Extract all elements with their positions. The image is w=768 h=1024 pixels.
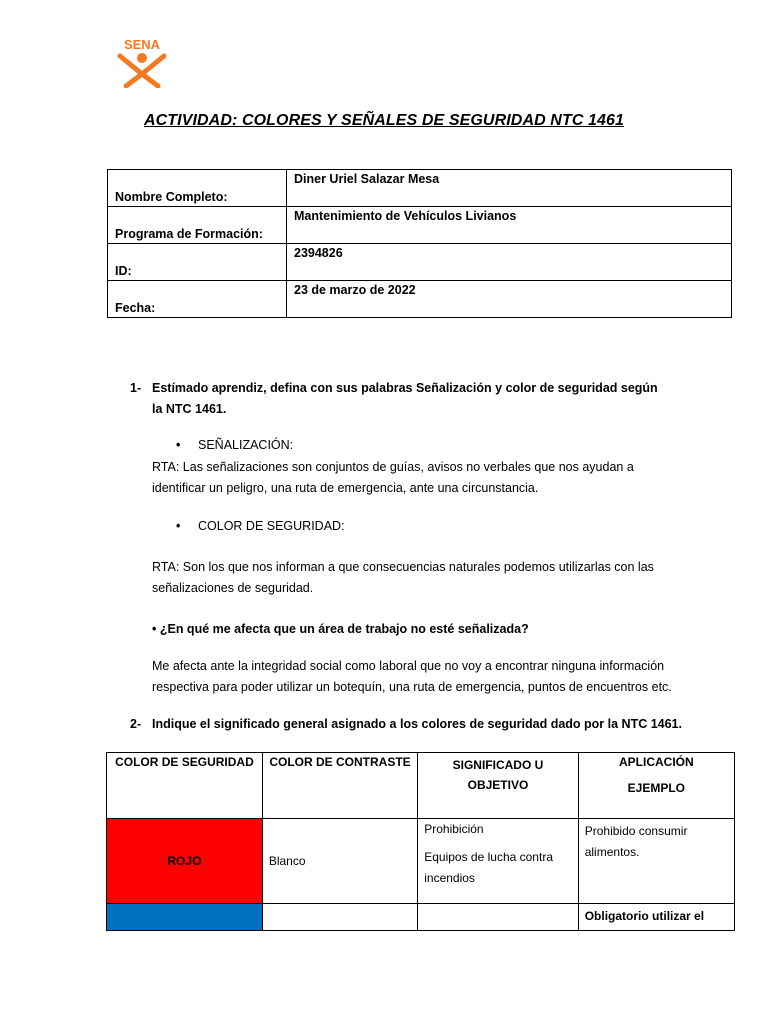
afecta-answer: Me afecta ante la integridad social como laboral que no voy a encontrar ninguna información respectiva para poder utilizar un botequín, una ruta de emergencia, puntos de encuentros etc. — [152, 659, 672, 694]
meaning-line: Equipos de lucha contra incendios — [424, 850, 553, 885]
question-1 — [130, 378, 670, 420]
table-row — [108, 207, 732, 244]
meaning-cell — [418, 819, 578, 904]
question-text: Indique el significado general asignado a los colores de seguridad dado por la NTC 1461. — [152, 717, 682, 731]
question-number: 2- — [130, 717, 142, 731]
table-row — [108, 244, 732, 281]
bullet-senalizacion — [176, 438, 293, 452]
meaning-cell — [418, 904, 578, 931]
bullet-label: SEÑALIZACIÓN: — [198, 438, 294, 452]
table-row — [107, 819, 735, 904]
senalizacion-answer: RTA: Las señalizaciones son conjuntos de guías, avisos no verbales que nos ayudan a identificar un peligro, una ruta de emergencia, ante una circunstancia. — [152, 460, 634, 495]
info-value: 23 de marzo de 2022 — [287, 281, 732, 318]
application-cell — [578, 904, 734, 931]
info-value: Diner Uriel Salazar Mesa — [287, 170, 732, 207]
table-header-row — [107, 753, 735, 819]
contrast-cell — [262, 904, 417, 931]
table-row — [107, 904, 735, 931]
header-meaning — [418, 753, 578, 819]
swatch-blue — [107, 904, 263, 931]
header-contrast: COLOR DE CONTRASTE — [262, 753, 417, 819]
student-info-table — [107, 169, 732, 318]
logo-text: SENA — [123, 37, 161, 52]
page-title: ACTIVIDAD: COLORES Y SEÑALES DE SEGURIDAD NTC 1461 — [143, 112, 625, 129]
info-value: 2394826 — [287, 244, 732, 281]
bullet-color — [176, 519, 345, 533]
header-application-text: APLICACIÓN — [619, 755, 694, 769]
application-text: Prohibido consumir alimentos. — [584, 824, 688, 859]
bullet-icon: • — [176, 438, 181, 452]
bullet-label: COLOR DE SEGURIDAD: — [198, 519, 345, 533]
header-color: COLOR DE SEGURIDAD — [107, 753, 263, 819]
info-label: ID: — [108, 244, 287, 281]
question-text: Estímado aprendiz, defina con sus palabras Señalización y color de seguridad según la NTC 1461. — [152, 381, 658, 416]
header-meaning-text: SIGNIFICADO U OBJETIVO — [452, 758, 544, 792]
question-number: 1- — [130, 381, 142, 395]
afecta-question: • ¿En qué me afecta que un área de trabajo no esté señalizada? — [152, 622, 529, 636]
bullet-icon: • — [176, 519, 181, 533]
info-label: Nombre Completo: — [108, 170, 287, 207]
table-row — [108, 170, 732, 207]
table-row — [108, 281, 732, 318]
info-label: Fecha: — [108, 281, 287, 318]
header-example-text: EJEMPLO — [627, 781, 686, 795]
application-text: Obligatorio utilizar el — [584, 909, 705, 923]
color-answer: RTA: Son los que nos informan a que consecuencias naturales podemos utilizarlas con las señalizaciones de seguridad. — [152, 560, 654, 595]
question-2 — [130, 717, 682, 731]
contrast-cell: Blanco — [262, 819, 417, 904]
safety-colors-table — [106, 752, 735, 931]
application-cell — [578, 819, 734, 904]
info-label: Programa de Formación: — [108, 207, 287, 244]
info-value: Mantenimiento de Vehículos Livianos — [287, 207, 732, 244]
swatch-red: ROJO — [107, 819, 263, 904]
sena-logo — [112, 36, 172, 88]
header-application — [578, 753, 734, 819]
meaning-line: Prohibición — [424, 822, 484, 836]
